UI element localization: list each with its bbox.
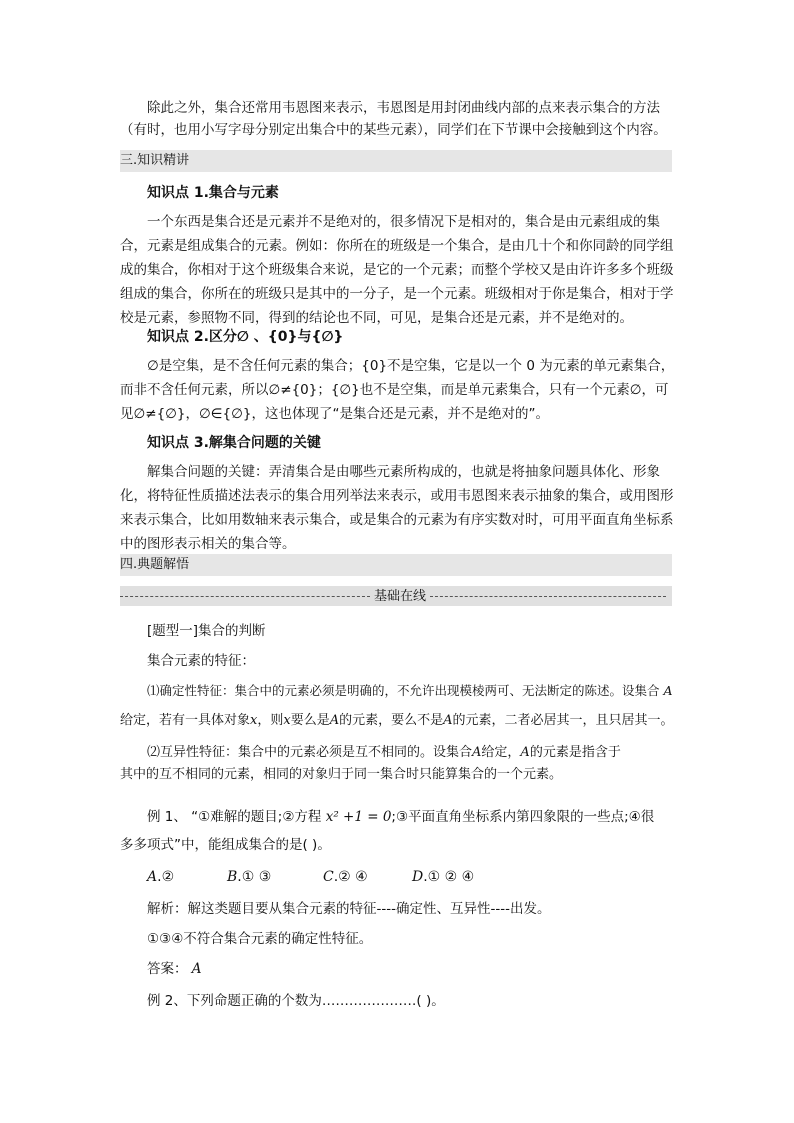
feature-1-text-b3: 要么是 [290,713,330,728]
choice-c-text: .② ④ [333,869,368,885]
feature-1-text-b4: 的元素，要么不是 [339,713,444,728]
feature-1-text-b1: 给定，若有一具体对象 [120,713,251,728]
features-title: 集合元素的特征： [147,653,255,669]
feature-1-x: x [250,713,258,728]
intro-line-2: （有时，也用小写字母分别定出集合中的某些元素），同学们在下节课中会接触到这个内容。 [120,122,667,138]
choice-d-text: .① ② ④ [423,869,475,885]
choice-a-text: .② [157,869,175,885]
kp1-body: 一个东西是集合还是元素并不是绝对的，很多情况下是相对的，集合是由元素组成的集合，元素是组成集合的元素。例如：你所在的班级是一个集合，是由几十个和你同龄的同学组成的集合，你相对于这个班级集合来说，是它的一个元素；而整个学校又是由许许多多个班级组成的集合，你所在的班级只是其中的一分子，是一个元素。班级相对于你是集合，相对于学校是元素，参照物不同，得到的结论也不同，可见，是集合还是元素，并不是绝对的。 [120,214,674,326]
example-1-equation: x² +1 = 0 [325,809,392,825]
kp3-body: 解集合问题的关键：弄清集合是由哪些元素所构成的，也就是将抽象问题具体化、形象化，将特征性质描述法表示的集合用列举法来表示，或用韦恩图来表示抽象的集合，或用图形来表示集合，比如用数轴来表示集合，或是集合的元素为有序实数对时，可用平面直角坐标系中的图形表示相关的集合等。 [120,464,674,552]
example-1-line-c: 多多项式”中，能组成集合的是( )。 [120,837,331,853]
example-1-text-b: ;③平面直角坐标系内第四象限的一些点;④很 [391,809,655,825]
feature-1-text-b2: ，则 [257,713,284,728]
kp2-title: 知识点 2.区分∅ 、{0}与{∅} [147,329,344,345]
section-4-heading: 四.典题解悟 [120,554,672,576]
example-1-answer [147,958,202,980]
feature-2-line-b: 其中的互不相同的元素，相同的对象归于同一集合时只能算集合的一个元素。 [120,767,563,782]
feature-2-line-a [147,742,621,764]
feature-1-a3: A [443,713,453,728]
divider-dash-right [430,596,666,597]
choice-b [227,866,271,888]
feature-1-a2: A [329,713,340,728]
choice-c [323,866,368,888]
answer-label: 答案： [147,961,188,977]
divider-label: 基础在线 [374,588,427,604]
example-1-text-a: 例 1、 “①难解的题目;②方程 [147,809,322,825]
section-3-heading: 三.知识精讲 [120,150,672,172]
example-2-question: 例 2、下列命题正确的个数为…………………( )。 [147,993,445,1009]
feature-1-line-a [147,680,673,702]
feature-1-x2: x [283,713,291,728]
example-1-analysis: 解析：解这类题目要从集合元素的特征----确定性、互异性----出发。 [147,901,551,917]
choice-a-letter: A [147,869,158,885]
choice-d [412,866,474,888]
feature-1-text-a: ⑴确定性特征：集合中的元素必须是明确的，不允许出现模棱两可、无法断定的陈述。设集合 [147,683,660,698]
feature-1-text-b5: 的元素，二者必居其一，且只居其一。 [452,713,674,728]
choice-a [147,866,174,888]
intro-line-1: 除此之外，集合还常用韦恩图来表示，韦恩图是用封闭曲线内部的点来表示集合的方法 [147,100,660,116]
choice-c-letter: C [323,869,334,885]
section-divider [120,586,672,606]
kp3-title: 知识点 3.解集合问题的关键 [147,435,321,451]
feature-2-a: A [472,745,482,760]
feature-1-line-b [120,710,674,732]
kp1-title: 知识点 1.集合与元素 [147,185,279,201]
type1-title: [题型一]集合的判断 [147,623,266,639]
feature-2-text-a3: 的元素是指含于 [529,745,621,760]
answer-value: A [191,961,202,977]
example-1-analysis-2: ①③④不符合集合元素的确定性特征。 [147,931,373,947]
choice-b-letter: B [227,869,238,885]
feature-2-a2: A [520,745,530,760]
example-1-line-a [147,806,654,828]
choice-b-text: .① ③ [237,869,272,885]
feature-2-text-a2: 给定， [481,745,521,760]
kp2-body: ∅是空集，是不含任何元素的集合；{0}不是空集，它是以一个 0 为元素的单元素集合，而非不含任何元素，所以∅≠{0}；{∅}也不是空集，而是单元素集合，只有一个元素∅，可见∅≠{∅}，∅∈{∅}，这也体现了“是集合还是元素，并不是绝对的”。 [120,358,675,422]
feature-2-text-a1: ⑵互异性特征：集合中的元素必须是互不相同的。设集合 [147,745,473,760]
choice-d-letter: D [412,869,424,885]
divider-dash-left [120,596,370,597]
feature-1-var-a: A [663,683,673,698]
